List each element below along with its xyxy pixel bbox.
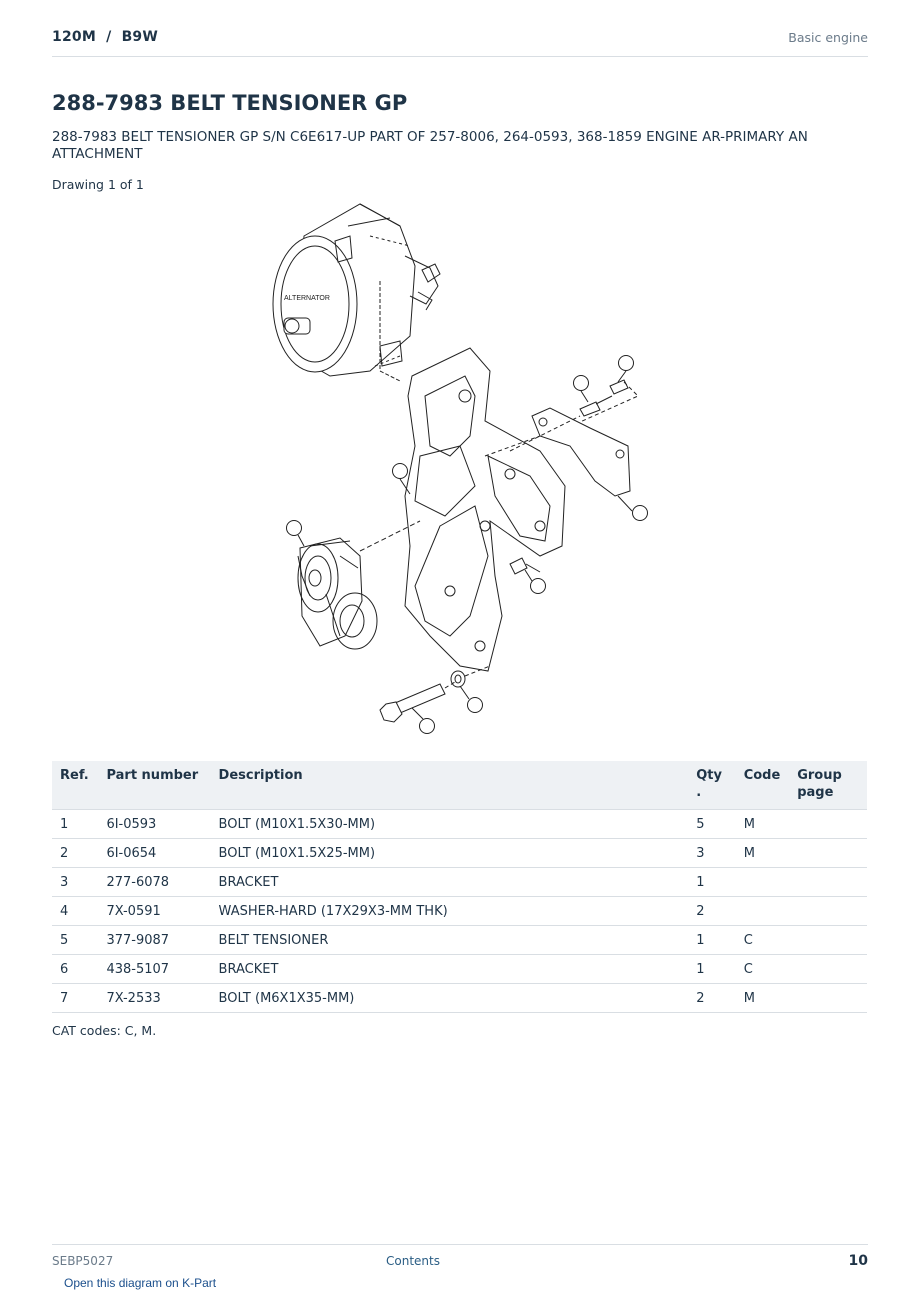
alternator-illustration bbox=[273, 204, 440, 381]
cell-part-number: 6I-0593 bbox=[98, 810, 210, 839]
table-row bbox=[52, 868, 867, 897]
col-code: Code bbox=[736, 761, 790, 810]
cell-description: BRACKET bbox=[211, 955, 689, 984]
cell-qty: 1 bbox=[688, 868, 735, 897]
alternator-label: ALTERNATOR bbox=[284, 295, 330, 302]
table-row bbox=[52, 984, 867, 1013]
cell-qty: 1 bbox=[688, 926, 735, 955]
cell-part-number: 6I-0654 bbox=[98, 839, 210, 868]
cell-group-page bbox=[789, 897, 867, 926]
cell-ref: 4 bbox=[52, 897, 98, 926]
cell-group-page bbox=[789, 839, 867, 868]
page-number: 10 bbox=[848, 1253, 868, 1269]
cell-group-page bbox=[789, 955, 867, 984]
cell-description: WASHER-HARD (17X29X3-MM THK) bbox=[211, 897, 689, 926]
cell-group-page bbox=[789, 926, 867, 955]
cell-group-page bbox=[789, 868, 867, 897]
cell-group-page bbox=[789, 810, 867, 839]
cell-part-number: 438-5107 bbox=[98, 955, 210, 984]
document-number: SEBP5027 bbox=[52, 1254, 114, 1268]
table-row bbox=[52, 926, 867, 955]
kpart-link[interactable]: Open this diagram on K-Part bbox=[64, 1276, 217, 1290]
col-ref: Ref. bbox=[52, 761, 98, 810]
group-description: 288-7983 BELT TENSIONER GP S/N C6E617-UP PART OF 257-8006, 264-0593, 368-1859 ENGINE AR-PRIMARY AN ATTACHMENT bbox=[52, 129, 808, 162]
cell-qty: 2 bbox=[688, 984, 735, 1013]
cell-ref: 6 bbox=[52, 955, 98, 984]
cell-qty: 3 bbox=[688, 839, 735, 868]
page-header bbox=[52, 28, 868, 57]
cell-code bbox=[736, 868, 790, 897]
table-header-row bbox=[52, 761, 867, 810]
cell-ref: 7 bbox=[52, 984, 98, 1013]
cell-part-number: 377-9087 bbox=[98, 926, 210, 955]
col-description: Description bbox=[211, 761, 689, 810]
cell-ref: 1 bbox=[52, 810, 98, 839]
cell-qty: 1 bbox=[688, 955, 735, 984]
cell-description: BELT TENSIONER bbox=[211, 926, 689, 955]
cell-part-number: 277-6078 bbox=[98, 868, 210, 897]
cell-description: BRACKET bbox=[211, 868, 689, 897]
cat-codes-note: CAT codes: C, M. bbox=[52, 1023, 157, 1038]
table-row bbox=[52, 810, 867, 839]
cell-code: M bbox=[736, 810, 790, 839]
belt-tensioner-illustration bbox=[298, 521, 420, 649]
cell-qty: 2 bbox=[688, 897, 735, 926]
cell-code bbox=[736, 897, 790, 926]
cell-description: BOLT (M6X1X35-MM) bbox=[211, 984, 689, 1013]
cell-code: M bbox=[736, 984, 790, 1013]
cell-code: C bbox=[736, 926, 790, 955]
drawing-label: Drawing 1 of 1 bbox=[52, 177, 144, 192]
page-title: 288-7983 BELT TENSIONER GP bbox=[52, 91, 408, 115]
col-qty: Qty . bbox=[688, 761, 735, 810]
exploded-parts-diagram bbox=[240, 196, 660, 744]
cell-group-page bbox=[789, 984, 867, 1013]
cell-ref: 5 bbox=[52, 926, 98, 955]
cell-part-number: 7X-2533 bbox=[98, 984, 210, 1013]
cell-description: BOLT (M10X1.5X25-MM) bbox=[211, 839, 689, 868]
col-part-number: Part number bbox=[98, 761, 210, 810]
parts-table bbox=[52, 761, 867, 1013]
table-row bbox=[52, 839, 867, 868]
cell-code: M bbox=[736, 839, 790, 868]
section-name: Basic engine bbox=[788, 30, 868, 45]
table-row bbox=[52, 897, 867, 926]
cell-part-number: 7X-0591 bbox=[98, 897, 210, 926]
page-footer bbox=[52, 1244, 868, 1275]
cell-qty: 5 bbox=[688, 810, 735, 839]
table-row bbox=[52, 955, 867, 984]
col-group-page: Group page bbox=[789, 761, 867, 810]
model-breadcrumb: 120M / B9W bbox=[52, 29, 159, 45]
cell-ref: 3 bbox=[52, 868, 98, 897]
contents-link[interactable]: Contents bbox=[386, 1254, 440, 1268]
cell-ref: 2 bbox=[52, 839, 98, 868]
cell-code: C bbox=[736, 955, 790, 984]
main-bracket-illustration bbox=[405, 348, 565, 671]
cell-description: BOLT (M10X1.5X30-MM) bbox=[211, 810, 689, 839]
